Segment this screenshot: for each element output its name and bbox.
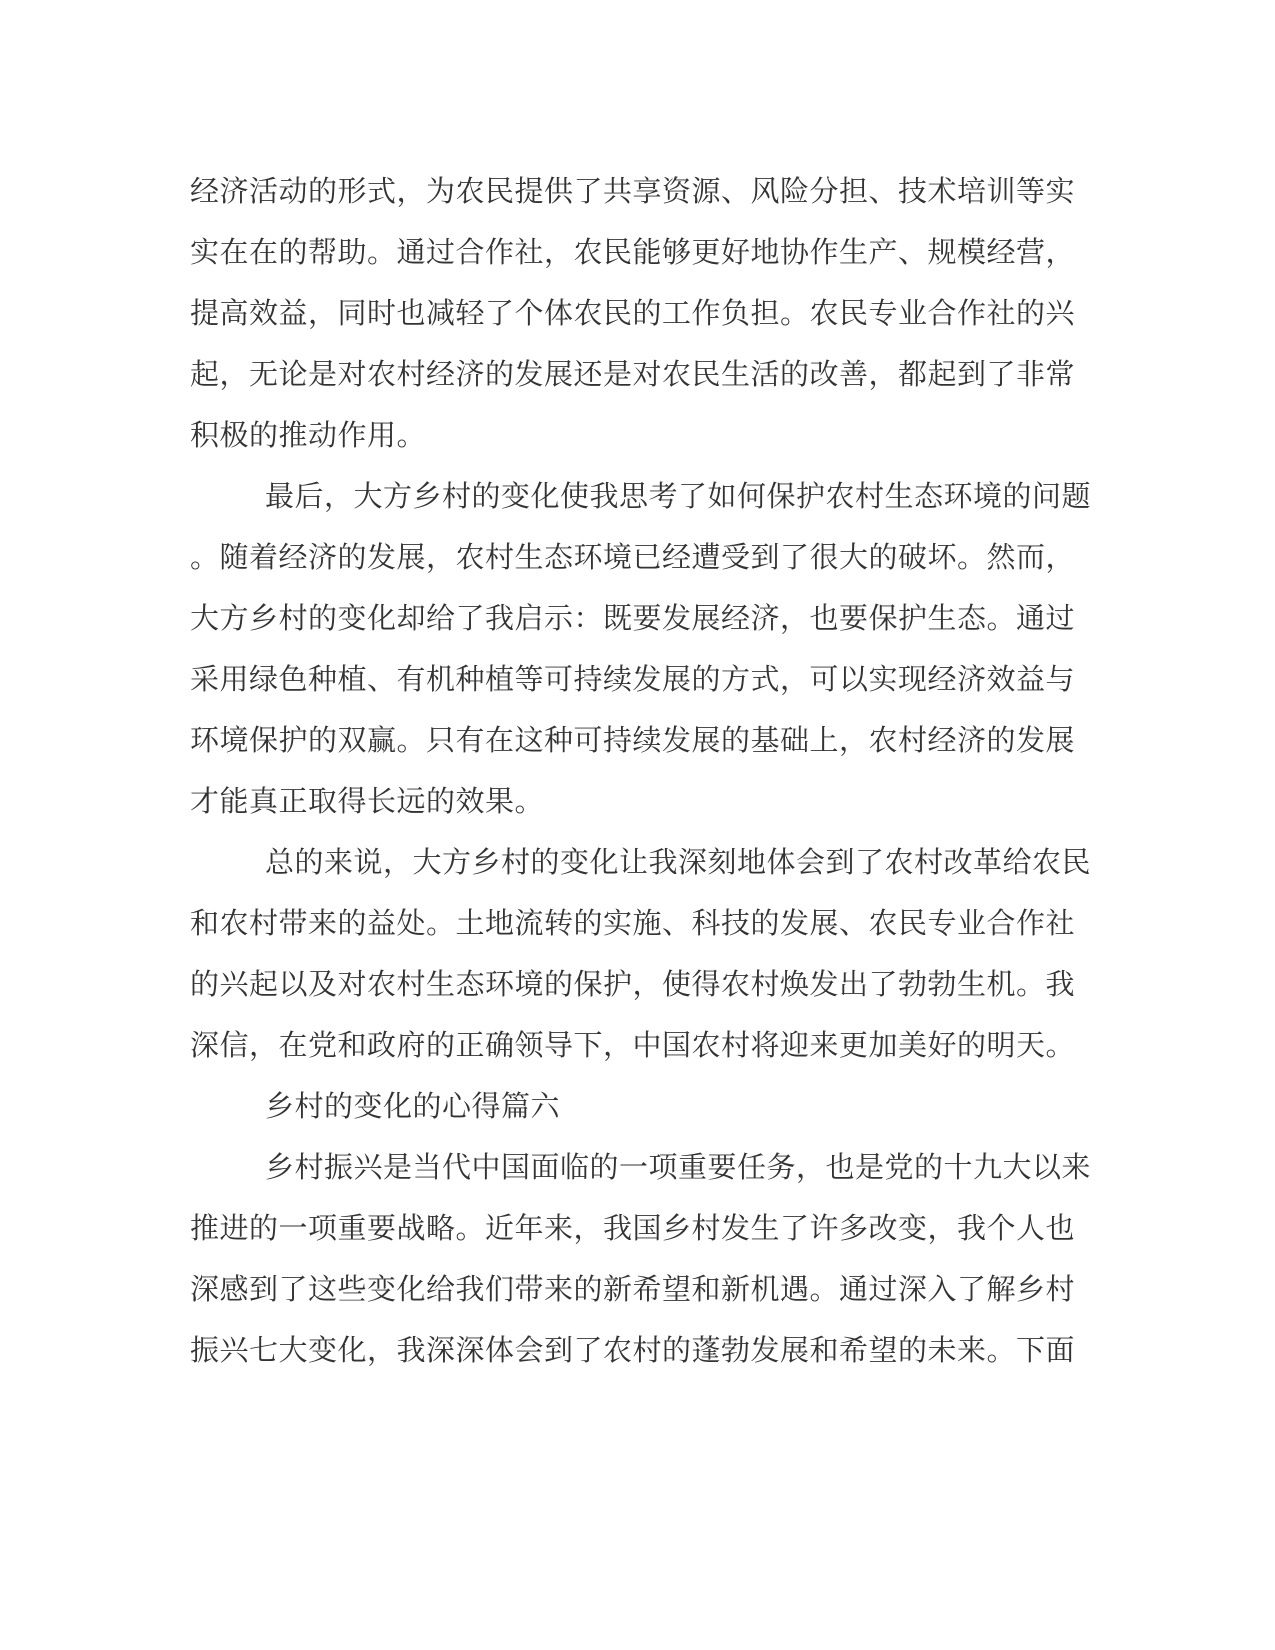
paragraph-line: 和农村带来的益处。土地流转的实施、科技的发展、农民专业合作社 xyxy=(190,906,1076,940)
paragraph-line: 乡村振兴是当代中国面临的一项重要任务，也是党的十九大以来 xyxy=(265,1150,1092,1184)
document-body xyxy=(190,161,1090,1381)
paragraph-line: 。随着经济的发展，农村生态环境已经遭受到了很大的破坏。然而， xyxy=(190,540,1076,574)
paragraph-line: 推进的一项重要战略。近年来，我国乡村发生了许多改变，我个人也 xyxy=(190,1211,1076,1245)
paragraph-line: 经济活动的形式，为农民提供了共享资源、风险分担、技术培训等实 xyxy=(190,174,1076,208)
paragraph-line: 起，无论是对农村经济的发展还是对农民生活的改善，都起到了非常 xyxy=(190,357,1076,391)
paragraph-line: 深感到了这些变化给我们带来的新希望和新机遇。通过深入了解乡村 xyxy=(190,1272,1076,1306)
paragraph-line: 提高效益，同时也减轻了个体农民的工作负担。农民专业合作社的兴 xyxy=(190,296,1076,330)
paragraph-line: 的兴起以及对农村生态环境的保护，使得农村焕发出了勃勃生机。我 xyxy=(190,967,1076,1001)
section-heading: 乡村的变化的心得篇六 xyxy=(265,1089,561,1123)
paragraph-line: 总的来说，大方乡村的变化让我深刻地体会到了农村改革给农民 xyxy=(265,845,1092,879)
paragraph-line: 积极的推动作用。 xyxy=(190,418,427,452)
paragraph-line: 采用绿色种植、有机种植等可持续发展的方式，可以实现经济效益与 xyxy=(190,662,1076,696)
paragraph-line: 环境保护的双赢。只有在这种可持续发展的基础上，农村经济的发展 xyxy=(190,723,1076,757)
paragraph-line: 大方乡村的变化却给了我启示：既要发展经济，也要保护生态。通过 xyxy=(190,601,1076,635)
paragraph-line: 实在在的帮助。通过合作社，农民能够更好地协作生产、规模经营， xyxy=(190,235,1076,269)
paragraph-line: 最后，大方乡村的变化使我思考了如何保护农村生态环境的问题 xyxy=(265,479,1092,513)
paragraph-line: 深信，在党和政府的正确领导下，中国农村将迎来更加美好的明天。 xyxy=(190,1028,1076,1062)
paragraph-line: 振兴七大变化，我深深体会到了农村的蓬勃发展和希望的未来。下面 xyxy=(190,1333,1076,1367)
paragraph-line: 才能真正取得长远的效果。 xyxy=(190,784,545,818)
